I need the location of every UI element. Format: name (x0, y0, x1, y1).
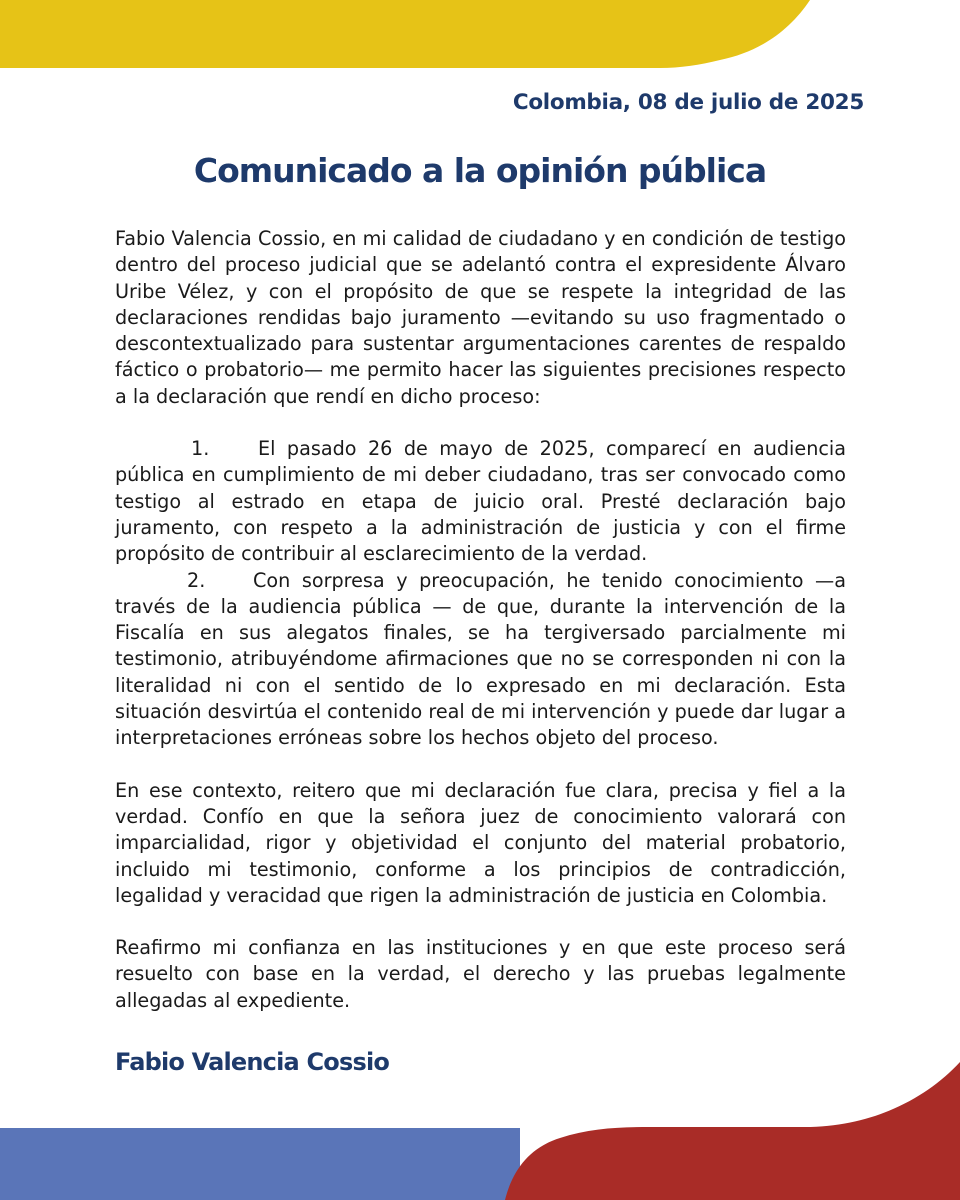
list-item-text: El pasado 26 de mayo de 2025, comparecí en audiencia pública en cumplimiento de mi deber ciudadano, tras ser convocado como testigo al estrado en etapa de juicio oral. Presté declaración bajo juramento, con respeto a la administración de justicia y con el firme propósito de contribuir al esclarecimiento de la verdad. (115, 437, 846, 566)
intro-paragraph: Fabio Valencia Cossio, en mi calidad de ciudadano y en condición de testigo dentro del proceso judicial que se adelantó contra el expresidente Álvaro Uribe Vélez, y con el propósito de que se respete la integridad de las declaraciones rendidas bajo juramento —evitando su uso fragmentado o descontextualizado para sustentar argumentaciones carentes de respaldo fáctico o probatorio— me permito hacer las siguientes precisiones respecto a la declaración que rendí en dicho proceso: (115, 227, 846, 408)
list-item (115, 436, 846, 567)
list-item (115, 568, 846, 752)
page-title: Comunicado a la opinión pública (193, 151, 767, 190)
signature-name: Fabio Valencia Cossio (115, 1048, 390, 1076)
list-item-number: 2. (187, 568, 206, 592)
list-item-text: Con sorpresa y preocupación, he tenido conocimiento —a través de la audiencia pública — de que, durante la intervención de la Fiscalía en sus alegatos finales, se ha tergiversado parcialmente mi testimonio, atribuyéndome afirmaciones que no se corresponden ni con la literalidad ni con el sentido de lo expresado en mi declaración. Esta situación desvirtúa el contenido real de mi intervención y puede dar lugar a interpretaciones erróneas sobre los hechos objeto del proceso. (115, 568, 846, 750)
document-body (115, 226, 846, 1014)
document-date: Colombia, 08 de julio de 2025 (512, 90, 864, 115)
list-item-number: 1. (191, 437, 210, 461)
closing-paragraph: Reafirmo mi confianza en las instituciones y en que este proceso será resuelto con base en la verdad, el derecho y las pruebas legalmente allegadas al expediente. (115, 936, 846, 1012)
context-paragraph: En ese contexto, reitero que mi declaración fue clara, precisa y fiel a la verdad. Confío en que la señora juez de conocimiento valorará con imparcialidad, rigor y objetividad el conjunto del material probatorio, incluido mi testimonio, conforme a los principios de contradicción, legalidad y veracidad que rigen la administración de justicia en Colombia. (115, 778, 846, 907)
